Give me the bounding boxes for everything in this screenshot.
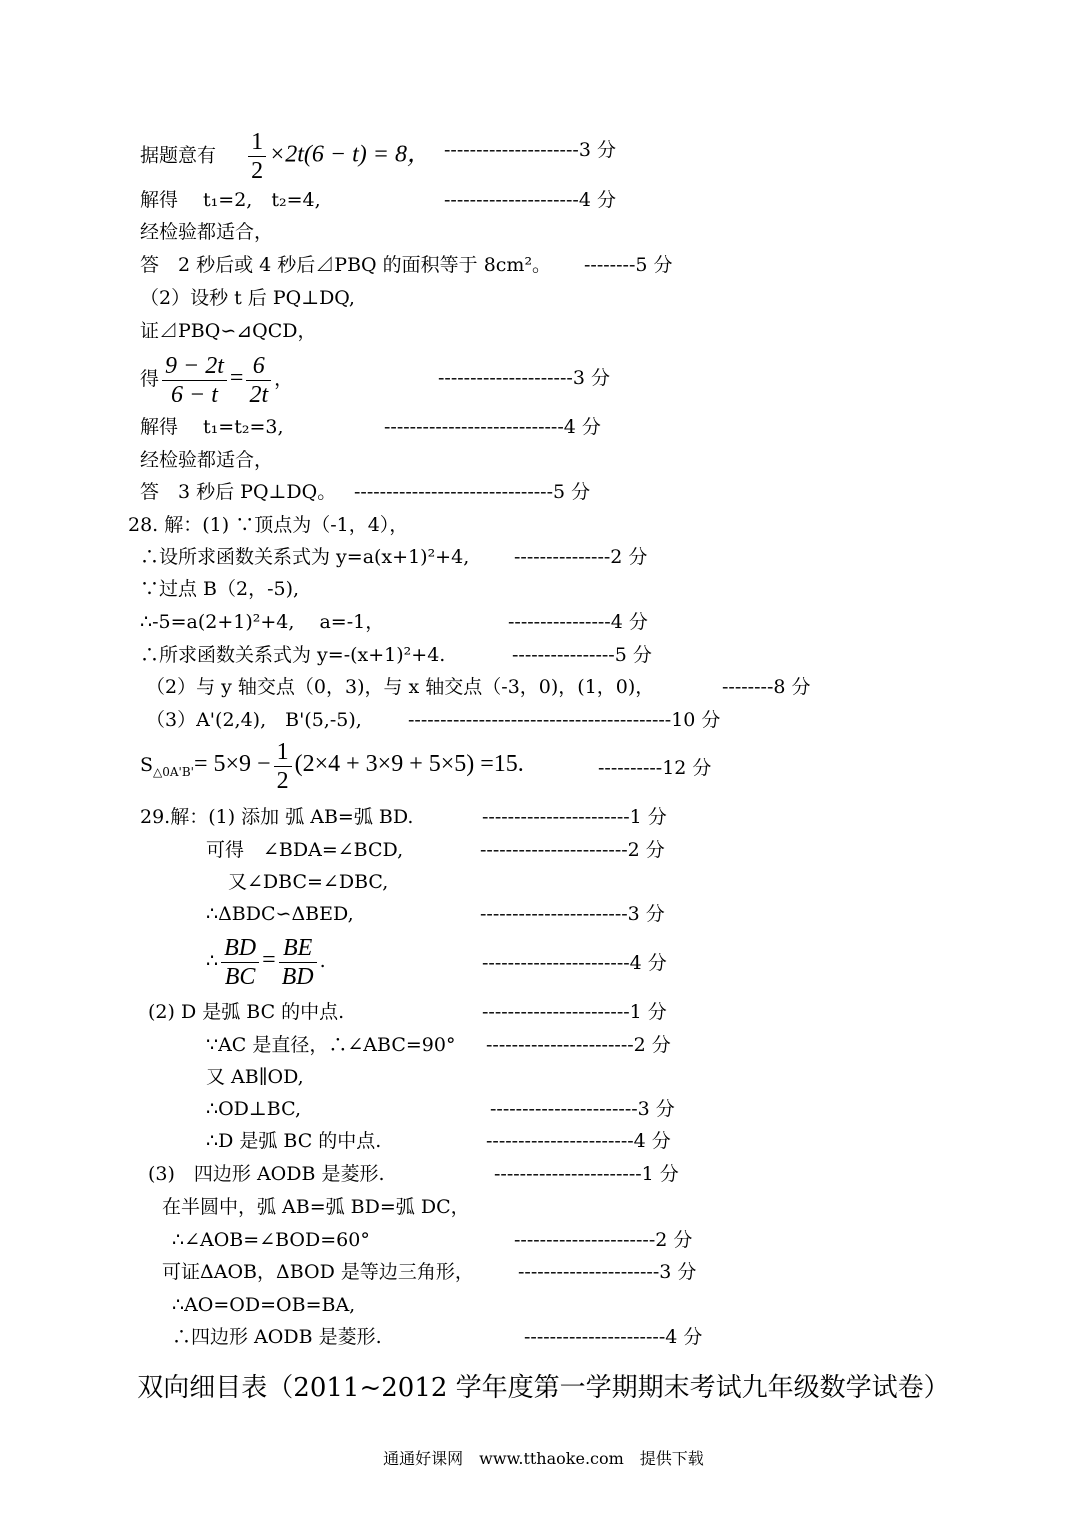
line-1-equation: ×2t(6 − t) = 8， bbox=[269, 141, 431, 168]
line-10: 答 3 秒后 PQ⊥DQ。 bbox=[140, 481, 337, 503]
line-6: 证⊿PBQ∽⊿QCD， bbox=[140, 320, 317, 342]
frac-den: BC bbox=[224, 963, 256, 990]
frac-num: 1 bbox=[248, 128, 266, 157]
fraction-left bbox=[162, 352, 227, 409]
score-31: ----------------------2 分 bbox=[514, 1229, 693, 1251]
frac-den: 2t bbox=[249, 381, 269, 408]
line-29: (3) 四边形 AODB 是菱形. bbox=[148, 1163, 385, 1185]
line-33: ∴AO=OD=OB=BA, bbox=[172, 1294, 356, 1316]
score-29: -----------------------1 分 bbox=[494, 1163, 679, 1185]
score-27: -----------------------3 分 bbox=[490, 1098, 675, 1120]
line-7-prefix: 得 bbox=[140, 368, 160, 390]
line-28: ∴D 是弧 BC 的中点. bbox=[206, 1130, 382, 1152]
line-23 bbox=[206, 932, 326, 991]
frac-num: 9 − 2t bbox=[162, 352, 227, 381]
line-14: ∴-5=a(2+1)²+4, a=-1， bbox=[140, 611, 385, 633]
score-24: -----------------------1 分 bbox=[482, 1001, 667, 1023]
line-26: 又 AB∥OD, bbox=[206, 1066, 304, 1088]
score-14: ----------------4 分 bbox=[508, 611, 648, 633]
line-16: （2）与 y 轴交点（0，3)，与 x 轴交点（-3，0)，(1，0)， bbox=[146, 676, 655, 698]
frac-den: BD bbox=[281, 963, 314, 990]
line-3: 经检验都适合， bbox=[140, 221, 274, 243]
line-31: ∴∠AOB=∠BOD=60° bbox=[172, 1229, 370, 1251]
line-1 bbox=[140, 128, 431, 185]
score-18: ----------12 分 bbox=[598, 757, 712, 779]
line-21: 又∠DBC=∠DBC, bbox=[228, 871, 389, 893]
frac-num: 1 bbox=[274, 738, 292, 767]
line-13: ∵过点 B（2，-5), bbox=[140, 578, 300, 600]
line-8: 解得 t₁=t₂=3, bbox=[140, 416, 284, 438]
score-1: ---------------------3 分 bbox=[444, 139, 616, 161]
footer-credit: 通通好课网 www.tthaoke.com 提供下载 bbox=[383, 1449, 704, 1468]
score-20: -----------------------2 分 bbox=[480, 839, 665, 861]
score-25: -----------------------2 分 bbox=[486, 1034, 671, 1056]
fraction-right bbox=[246, 352, 271, 409]
frac-den: 2 bbox=[251, 158, 264, 184]
area-equation-tail: (2×4 + 3×9 + 5×5) =15. bbox=[294, 751, 524, 777]
line-12: ∴设所求函数关系式为 y=a(x+1)²+4, bbox=[140, 546, 470, 568]
frac-num: BE bbox=[279, 934, 317, 963]
therefore-symbol: ∴ bbox=[206, 950, 219, 972]
line-4: 答 2 秒后或 4 秒后⊿PBQ 的面积等于 8cm²。 bbox=[140, 254, 552, 276]
frac-num: 6 bbox=[246, 352, 271, 381]
line-5: （2）设秒 t 后 PQ⊥DQ, bbox=[140, 287, 355, 309]
area-equation-head: = 5×9 − bbox=[193, 751, 271, 777]
line-7-tail: ， bbox=[274, 368, 294, 390]
score-8: ----------------------------4 分 bbox=[384, 416, 601, 438]
line-25: ∵AC 是直径，∴∠ABC=90° bbox=[206, 1034, 456, 1056]
fraction-bd-bc bbox=[221, 934, 259, 991]
frac-num: BD bbox=[221, 934, 259, 963]
score-16: --------8 分 bbox=[722, 676, 811, 698]
line-11: 28. 解：(1) ∵顶点为（-1，4）， bbox=[128, 514, 409, 536]
document-title: 双向细目表（2011~2012 学年度第一学期期末考试九年级数学试卷） bbox=[137, 1373, 950, 1403]
line-30: 在半圆中，弧 AB=弧 BD=弧 DC， bbox=[162, 1196, 470, 1218]
score-12: ---------------2 分 bbox=[514, 546, 648, 568]
line-7 bbox=[140, 350, 293, 409]
line-19: 29.解：(1) 添加 弧 AB=弧 BD. bbox=[140, 806, 414, 828]
line-27: ∴OD⊥BC, bbox=[206, 1098, 301, 1120]
score-23: -----------------------4 分 bbox=[482, 952, 667, 974]
line-23-tail: . bbox=[319, 950, 326, 972]
score-32: ----------------------3 分 bbox=[518, 1261, 697, 1283]
equals-sign: = bbox=[229, 365, 244, 391]
line-17: （3）A'(2,4), B'(5,-5), bbox=[146, 709, 362, 731]
line-1-text: 据题意有 bbox=[140, 144, 217, 167]
line-18 bbox=[140, 736, 524, 800]
fraction-half bbox=[248, 128, 266, 185]
line-9: 经检验都适合， bbox=[140, 449, 274, 471]
line-2: 解得 t₁=2, t₂=4, bbox=[140, 189, 321, 211]
score-22: -----------------------3 分 bbox=[480, 903, 665, 925]
frac-den: 6 − t bbox=[171, 381, 218, 408]
score-7: ---------------------3 分 bbox=[438, 367, 610, 389]
fraction-half-2 bbox=[274, 738, 292, 795]
line-15: ∴所求函数关系式为 y=-(x+1)²+4. bbox=[140, 644, 446, 666]
score-4: --------5 分 bbox=[584, 254, 673, 276]
score-34: ----------------------4 分 bbox=[524, 1326, 703, 1348]
score-2: ---------------------4 分 bbox=[444, 189, 616, 211]
line-32: 可证ΔAOB，ΔBOD 是等边三角形， bbox=[162, 1261, 474, 1283]
fraction-be-bd bbox=[279, 934, 317, 991]
score-19: -----------------------1 分 bbox=[482, 806, 667, 828]
score-10: -------------------------------5 分 bbox=[354, 481, 591, 503]
area-subscript: △0A'B' bbox=[153, 764, 194, 779]
line-22: ∴ΔBDC∽ΔBED, bbox=[206, 903, 354, 925]
area-symbol: S bbox=[140, 754, 154, 776]
score-15: ----------------5 分 bbox=[512, 644, 652, 666]
line-20: 可得 ∠BDA=∠BCD, bbox=[206, 839, 404, 861]
line-34: ∴四边形 AODB 是菱形. bbox=[172, 1326, 382, 1348]
frac-den: 2 bbox=[276, 767, 289, 794]
score-17: -----------------------------------------10 分 bbox=[408, 709, 721, 731]
line-24: (2) D 是弧 BC 的中点. bbox=[148, 1001, 345, 1023]
score-28: -----------------------4 分 bbox=[486, 1130, 671, 1152]
equals-sign: = bbox=[262, 947, 276, 973]
